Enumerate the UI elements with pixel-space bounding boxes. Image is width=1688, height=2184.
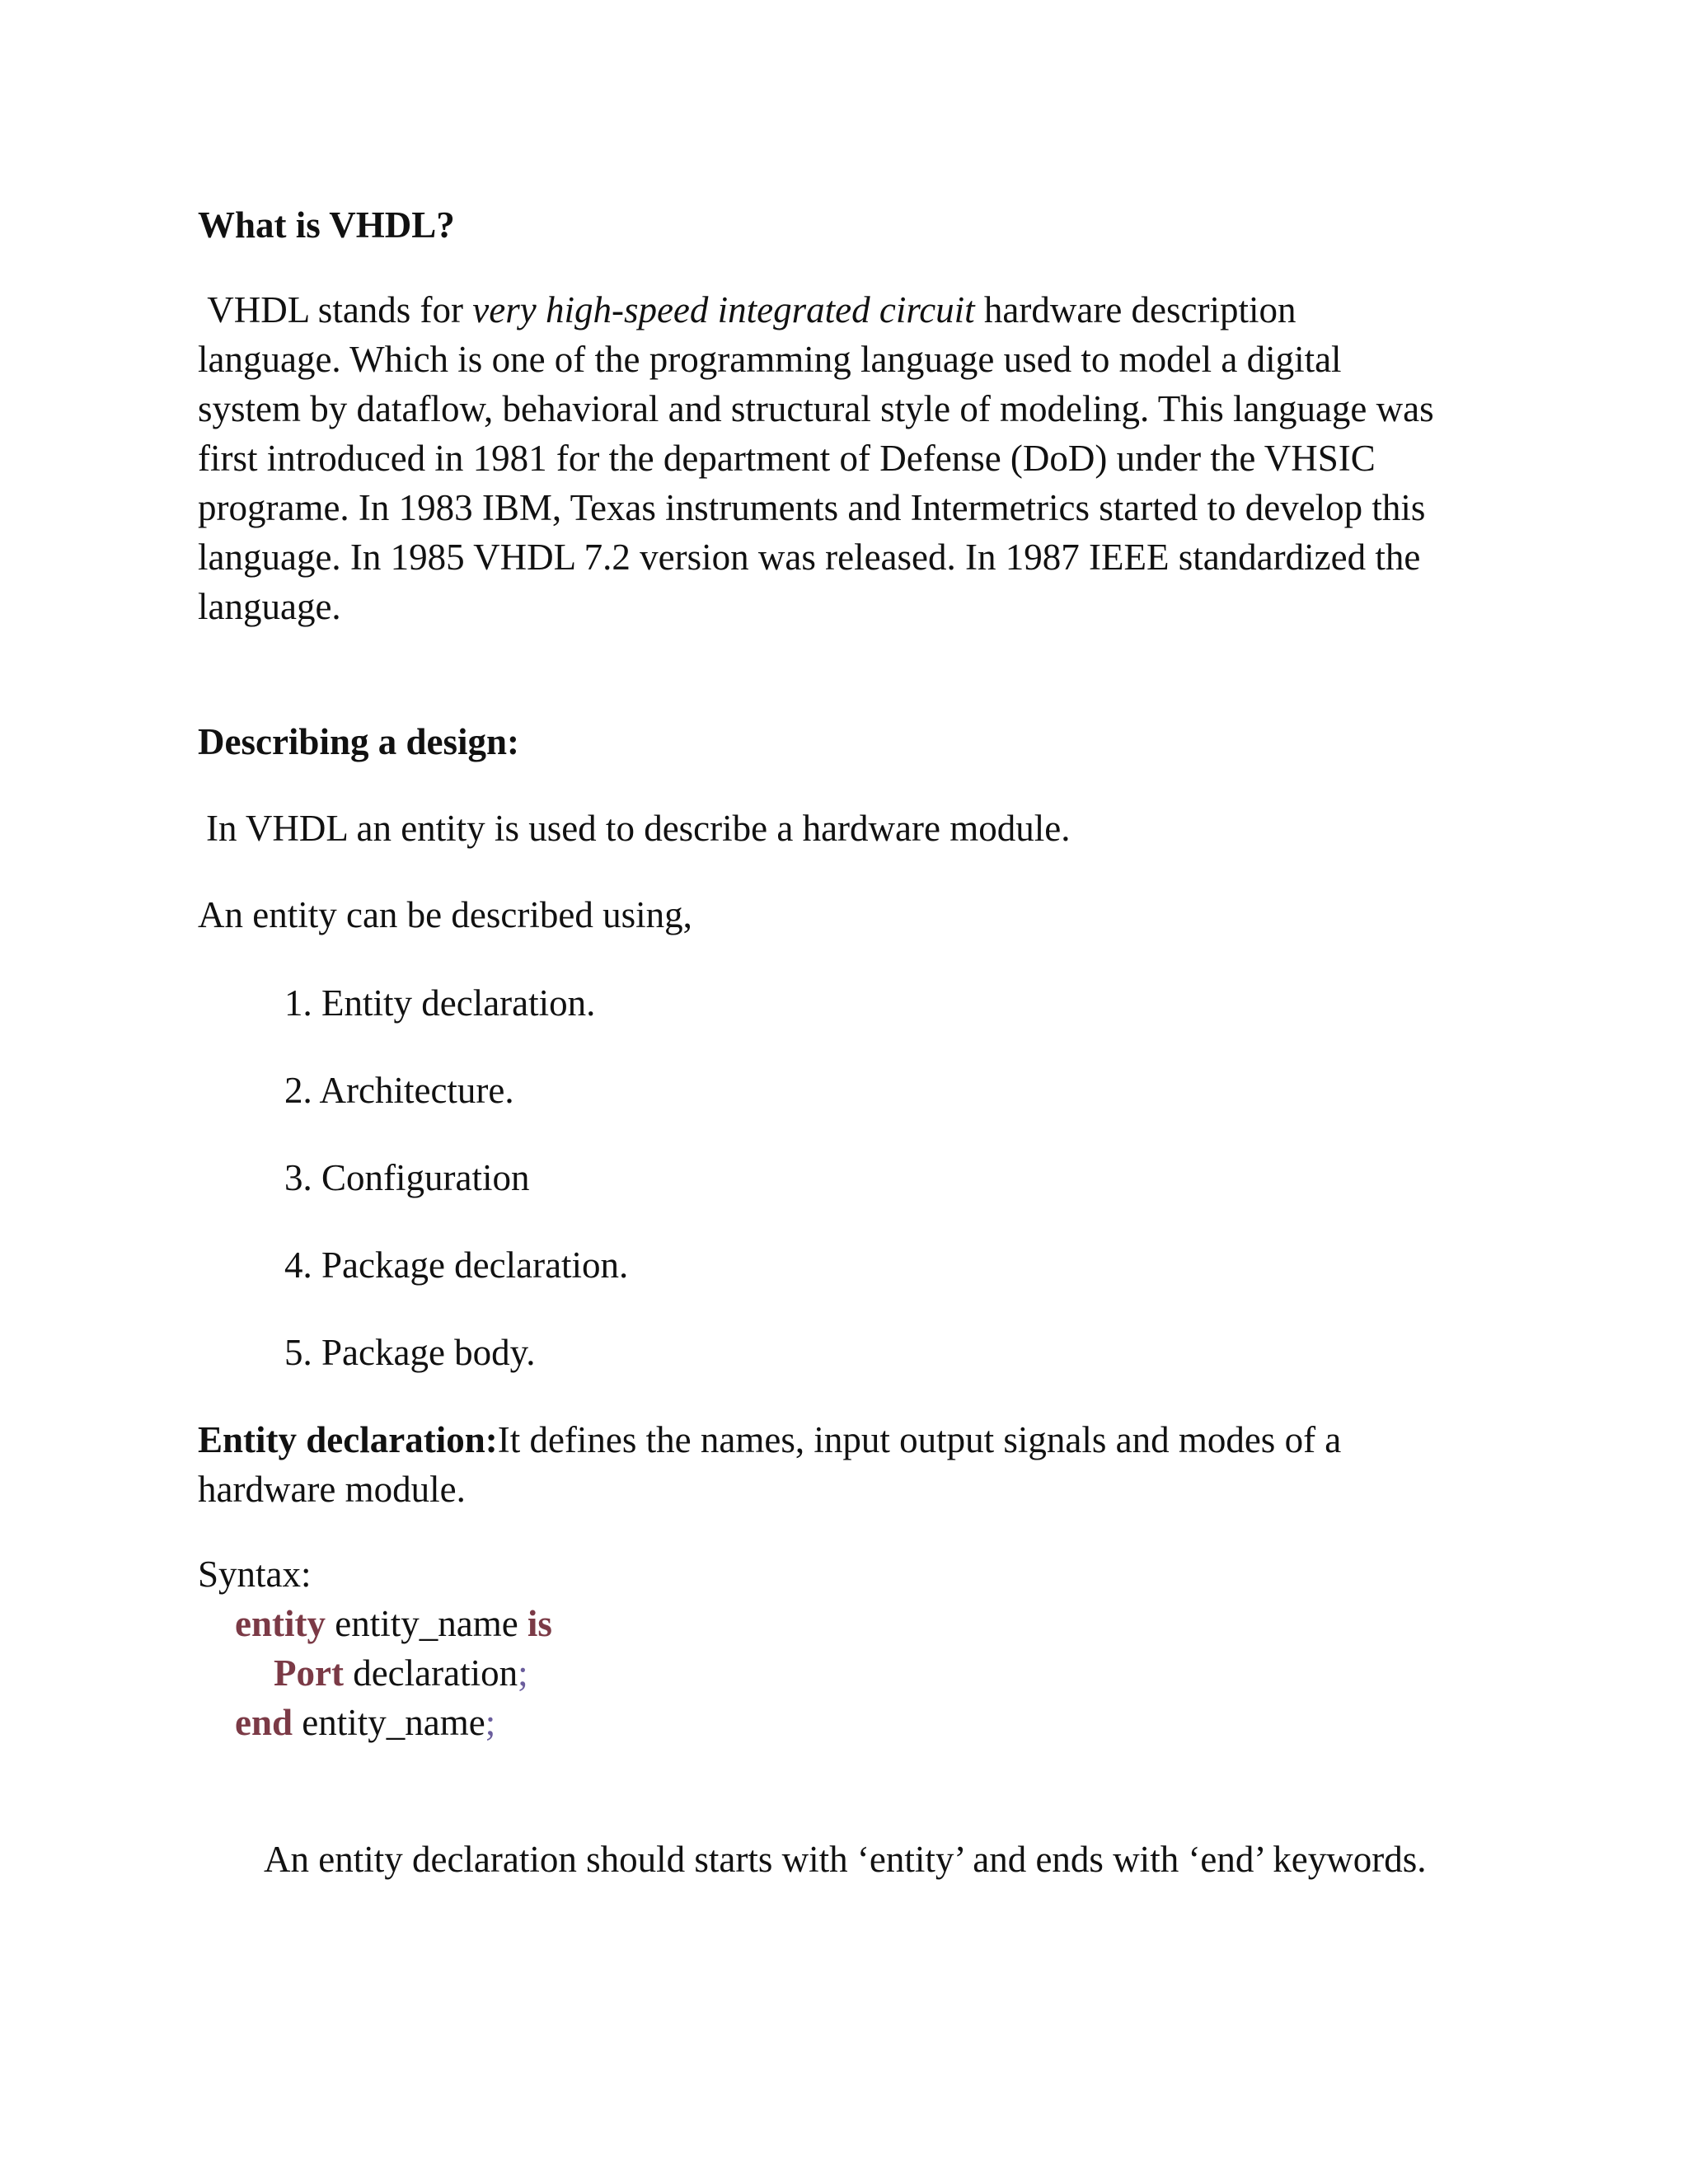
keyword-is: is	[527, 1603, 552, 1644]
code-semicolon: ;	[485, 1702, 496, 1743]
intro-italic-phrase: very high-speed integrated circuit	[472, 289, 975, 330]
heading-describing-design: Describing a design:	[198, 721, 520, 762]
syntax-label: Syntax:	[198, 1554, 312, 1595]
keyword-end: end	[235, 1702, 293, 1743]
list-item: 1. Entity declaration.	[284, 982, 596, 1024]
intro-line-7: language.	[198, 586, 341, 627]
intro-line-1-start: VHDL stands for	[207, 289, 473, 330]
intro-line-1-end: hardware description	[974, 289, 1296, 330]
entity-using-text: An entity can be described using,	[198, 894, 692, 935]
list-item: 3. Configuration	[284, 1157, 530, 1198]
closing-text: An entity declaration should starts with ‘entity’ and ends with ‘end’ keywords.	[264, 1839, 1427, 1880]
code-entity-name: entity_name	[325, 1603, 528, 1644]
entity-intro-text: In VHDL an entity is used to describe a hardware module.	[206, 808, 1071, 849]
code-port-text: declaration	[343, 1652, 518, 1694]
code-semicolon: ;	[518, 1652, 528, 1694]
entity-declaration-text: It defines the names, input output signals and modes of a	[497, 1419, 1342, 1460]
intro-line-5: programe. In 1983 IBM, Texas instruments and Intermetrics started to develop this	[198, 487, 1426, 528]
intro-line-2: language. Which is one of the programming language used to model a digital	[198, 339, 1342, 380]
list-item: 5. Package body.	[284, 1332, 536, 1373]
list-item: 2. Architecture.	[284, 1070, 514, 1111]
intro-line-4: first introduced in 1981 for the department of Defense (DoD) under the VHSIC	[198, 438, 1376, 479]
entity-declaration-paragraph	[198, 1415, 1517, 1514]
code-line-end	[235, 1698, 495, 1747]
heading-what-is-vhdl: What is VHDL?	[198, 204, 455, 246]
code-line-port	[274, 1648, 528, 1698]
intro-line-6: language. In 1985 VHDL 7.2 version was released. In 1987 IEEE standardized the	[198, 537, 1421, 578]
entity-declaration-line-1	[198, 1415, 1517, 1465]
code-end-name: entity_name	[293, 1702, 485, 1743]
code-line-entity	[235, 1599, 552, 1648]
list-item: 4. Package declaration.	[284, 1244, 629, 1286]
entity-declaration-label: Entity declaration:	[198, 1419, 498, 1460]
keyword-entity: entity	[235, 1603, 326, 1644]
keyword-port: Port	[274, 1652, 344, 1694]
intro-line-1	[198, 285, 1517, 335]
intro-paragraph	[198, 285, 1517, 631]
intro-line-3: system by dataflow, behavioral and structural style of modeling. This language was	[198, 388, 1434, 429]
entity-declaration-line-2: hardware module.	[198, 1469, 466, 1510]
